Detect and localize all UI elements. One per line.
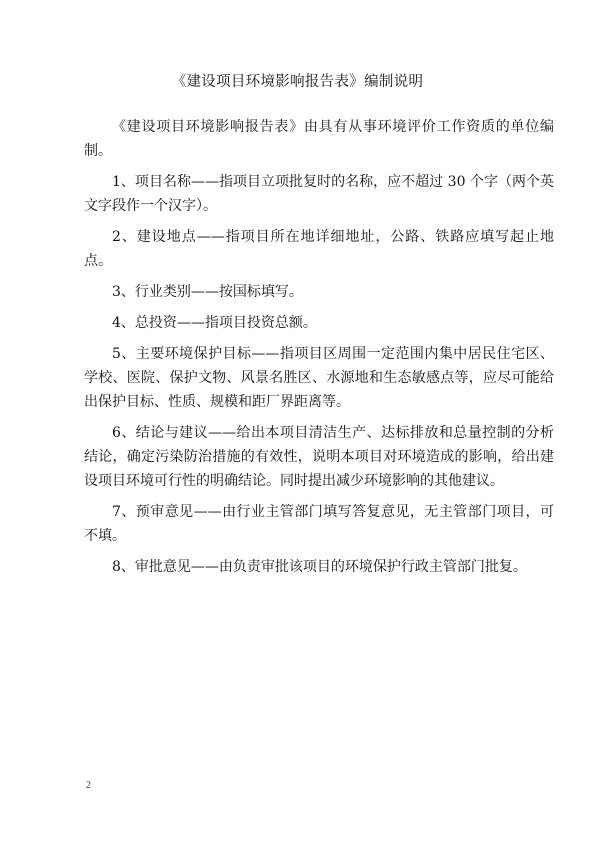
document-title: 《建设项目环境影响报告表》编制说明 — [171, 74, 424, 90]
paragraph-total-investment: 4、总投资——指项目投资总额。 — [112, 315, 317, 331]
paragraph-project-name: 1、项目名称——指项目立项批复时的名称，应不超过 30 个字（两个英文字段作一个汉字）。 — [84, 174, 554, 214]
paragraph-intro: 《建设项目环境影响报告表》由具有从事环境评价工作资质的单位编制。 — [84, 119, 554, 159]
paragraph-conclusions: 6、结论与建议——给出本项目清洁生产、达标排放和总量控制的分析结论，确定污染防治措施的有效性，说明本项目对环境造成的影响，给出建设项目环境可行性的明确结论。同时提出减少环境影响的其他建议。 — [84, 425, 554, 489]
paragraph-construction-site: 2、建设地点——指项目所在地详细地址，公路、铁路应填写起止地点。 — [84, 229, 554, 269]
document-body — [84, 115, 554, 586]
page-number: 2 — [86, 780, 91, 791]
paragraph-industry-category: 3、行业类别——按国标填写。 — [112, 284, 303, 300]
paragraph-protection-targets: 5、主要环境保护目标——指项目区周围一定范围内集中居民住宅区、学校、医院、保护文物、风景名胜区、水源地和生态敏感点等，应尽可能给出保护目标、性质、规模和距厂界距离等。 — [84, 346, 554, 410]
paragraph-pre-review: 7、预审意见——由行业主管部门填写答复意见，无主管部门项目，可不填。 — [84, 504, 554, 544]
paragraph-approval: 8、审批意见——由负责审批该项目的环境保护行政主管部门批复。 — [112, 559, 527, 575]
